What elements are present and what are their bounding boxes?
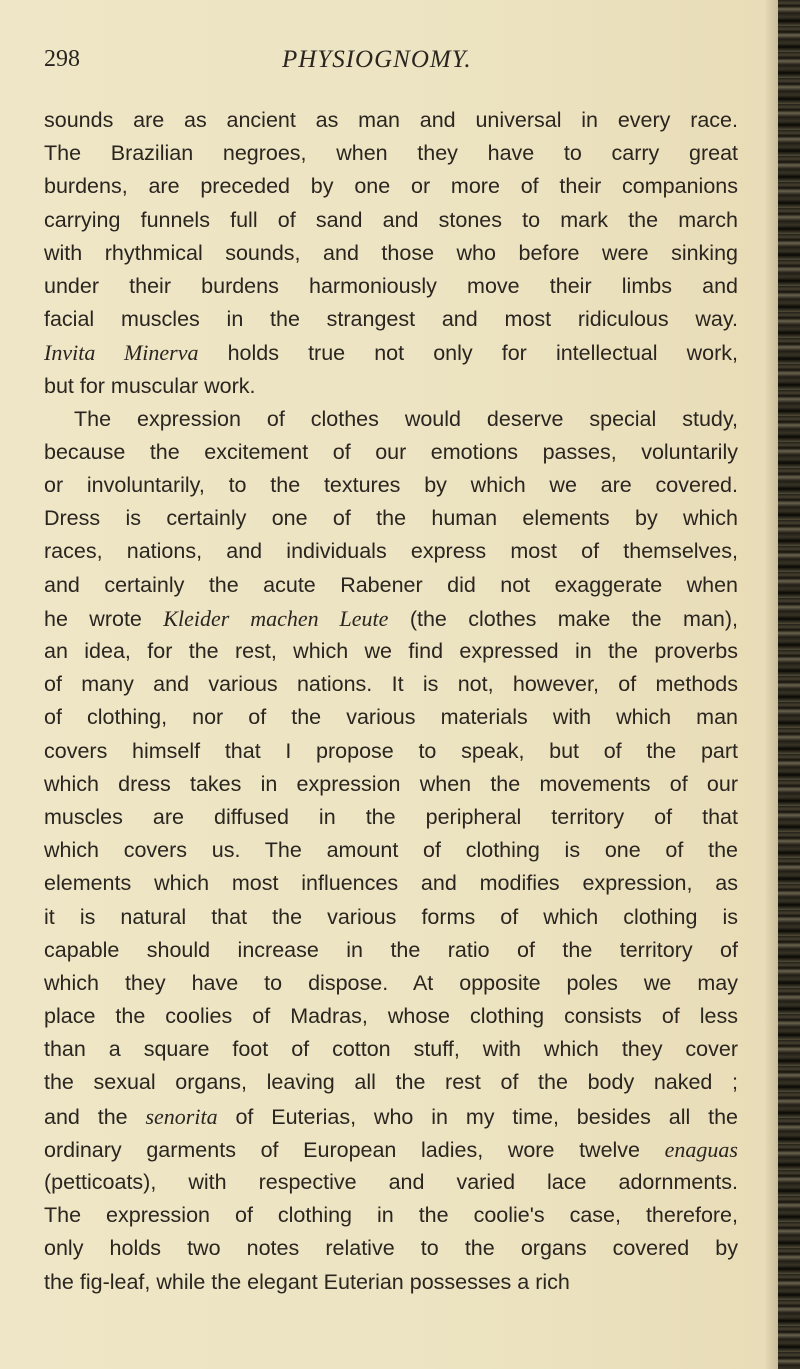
text-line: an idea, for the rest, which we find expressed in the proverbs (44, 639, 738, 663)
text-line: the fig-leaf, while the elegant Euterian possesses a rich (44, 1269, 570, 1294)
text-line: The expression of clothes would deserve special study, (74, 406, 738, 431)
page-gutter-shadow (764, 0, 778, 1369)
text-line: facial muscles in the strangest and most ridiculous way. (44, 307, 738, 332)
text-line: it is natural that the various forms of which clothing is (44, 904, 738, 929)
text-line: place the coolies of Madras, whose clothing consists of less (44, 1004, 738, 1029)
text-line: he wrote Kleider machen Leute (the clothes make the man), (44, 605, 738, 631)
text-line: and the senorita of Euterias, who in my time, besides all the (44, 1103, 738, 1129)
italic-phrase: enaguas (664, 1136, 738, 1162)
text-line: with rhythmical sounds, and those who before were sinking (44, 240, 738, 265)
text-line: races, nations, and individuals express most of themselves, (44, 539, 738, 564)
text-line: because the excitement of our emotions passes, voluntarily (44, 439, 738, 464)
text-line: burdens, are preceded by one or more of their companions (44, 174, 738, 199)
text-line: elements which most influences and modifies expression, as (44, 871, 738, 896)
text-line: (petticoats), with respective and varied lace adornments. (44, 1170, 738, 1194)
page-number: 298 (44, 46, 80, 72)
text-line: which they have to dispose. At opposite poles we may (44, 970, 738, 995)
page-edge (778, 0, 800, 1369)
text-line: sounds are as ancient as man and universal in every race. (44, 108, 738, 132)
text-line: the sexual organs, leaving all the rest of the body naked ; (44, 1070, 738, 1095)
text-line: capable should increase in the ratio of the territory of (44, 937, 738, 962)
italic-phrase: Kleider machen Leute (163, 605, 389, 631)
text-line: which covers us. The amount of clothing is one of the (44, 838, 738, 863)
text-line: or involuntarily, to the textures by which we are covered. (44, 473, 738, 498)
italic-phrase: Invita Minerva (44, 340, 199, 366)
text-line: covers himself that I propose to speak, but of the part (44, 738, 738, 763)
text-line: but for muscular work. (44, 373, 256, 398)
text-line: of many and various nations. It is not, however, of methods (44, 672, 738, 697)
page-header (44, 46, 764, 82)
text-line: than a square foot of cotton stuff, with which they cover (44, 1037, 738, 1062)
text-line: ordinary garments of European ladies, wore twelve enaguas (44, 1136, 738, 1162)
text-line: Dress is certainly one of the human elements by which (44, 506, 738, 531)
text-line: and certainly the acute Rabener did not exaggerate when (44, 572, 738, 597)
body-text (44, 104, 738, 1299)
text-line: carrying funnels full of sand and stones to mark the march (44, 207, 738, 232)
text-line: under their burdens harmoniously move their limbs and (44, 273, 738, 298)
text-line: Invita Minerva holds true not only for intellectual work, (44, 340, 738, 366)
text-line: only holds two notes relative to the organs covered by (44, 1236, 738, 1261)
text-line: muscles are diffused in the peripheral territory of that (44, 804, 738, 829)
text-line: of clothing, nor of the various materials with which man (44, 705, 738, 730)
text-line: The Brazilian negroes, when they have to carry great (44, 141, 738, 166)
italic-phrase: senorita (145, 1103, 218, 1129)
text-line: which dress takes in expression when the movements of our (44, 771, 738, 796)
text-line: The expression of clothing in the coolie's case, therefore, (44, 1203, 738, 1228)
running-head: PHYSIOGNOMY. (282, 46, 472, 73)
